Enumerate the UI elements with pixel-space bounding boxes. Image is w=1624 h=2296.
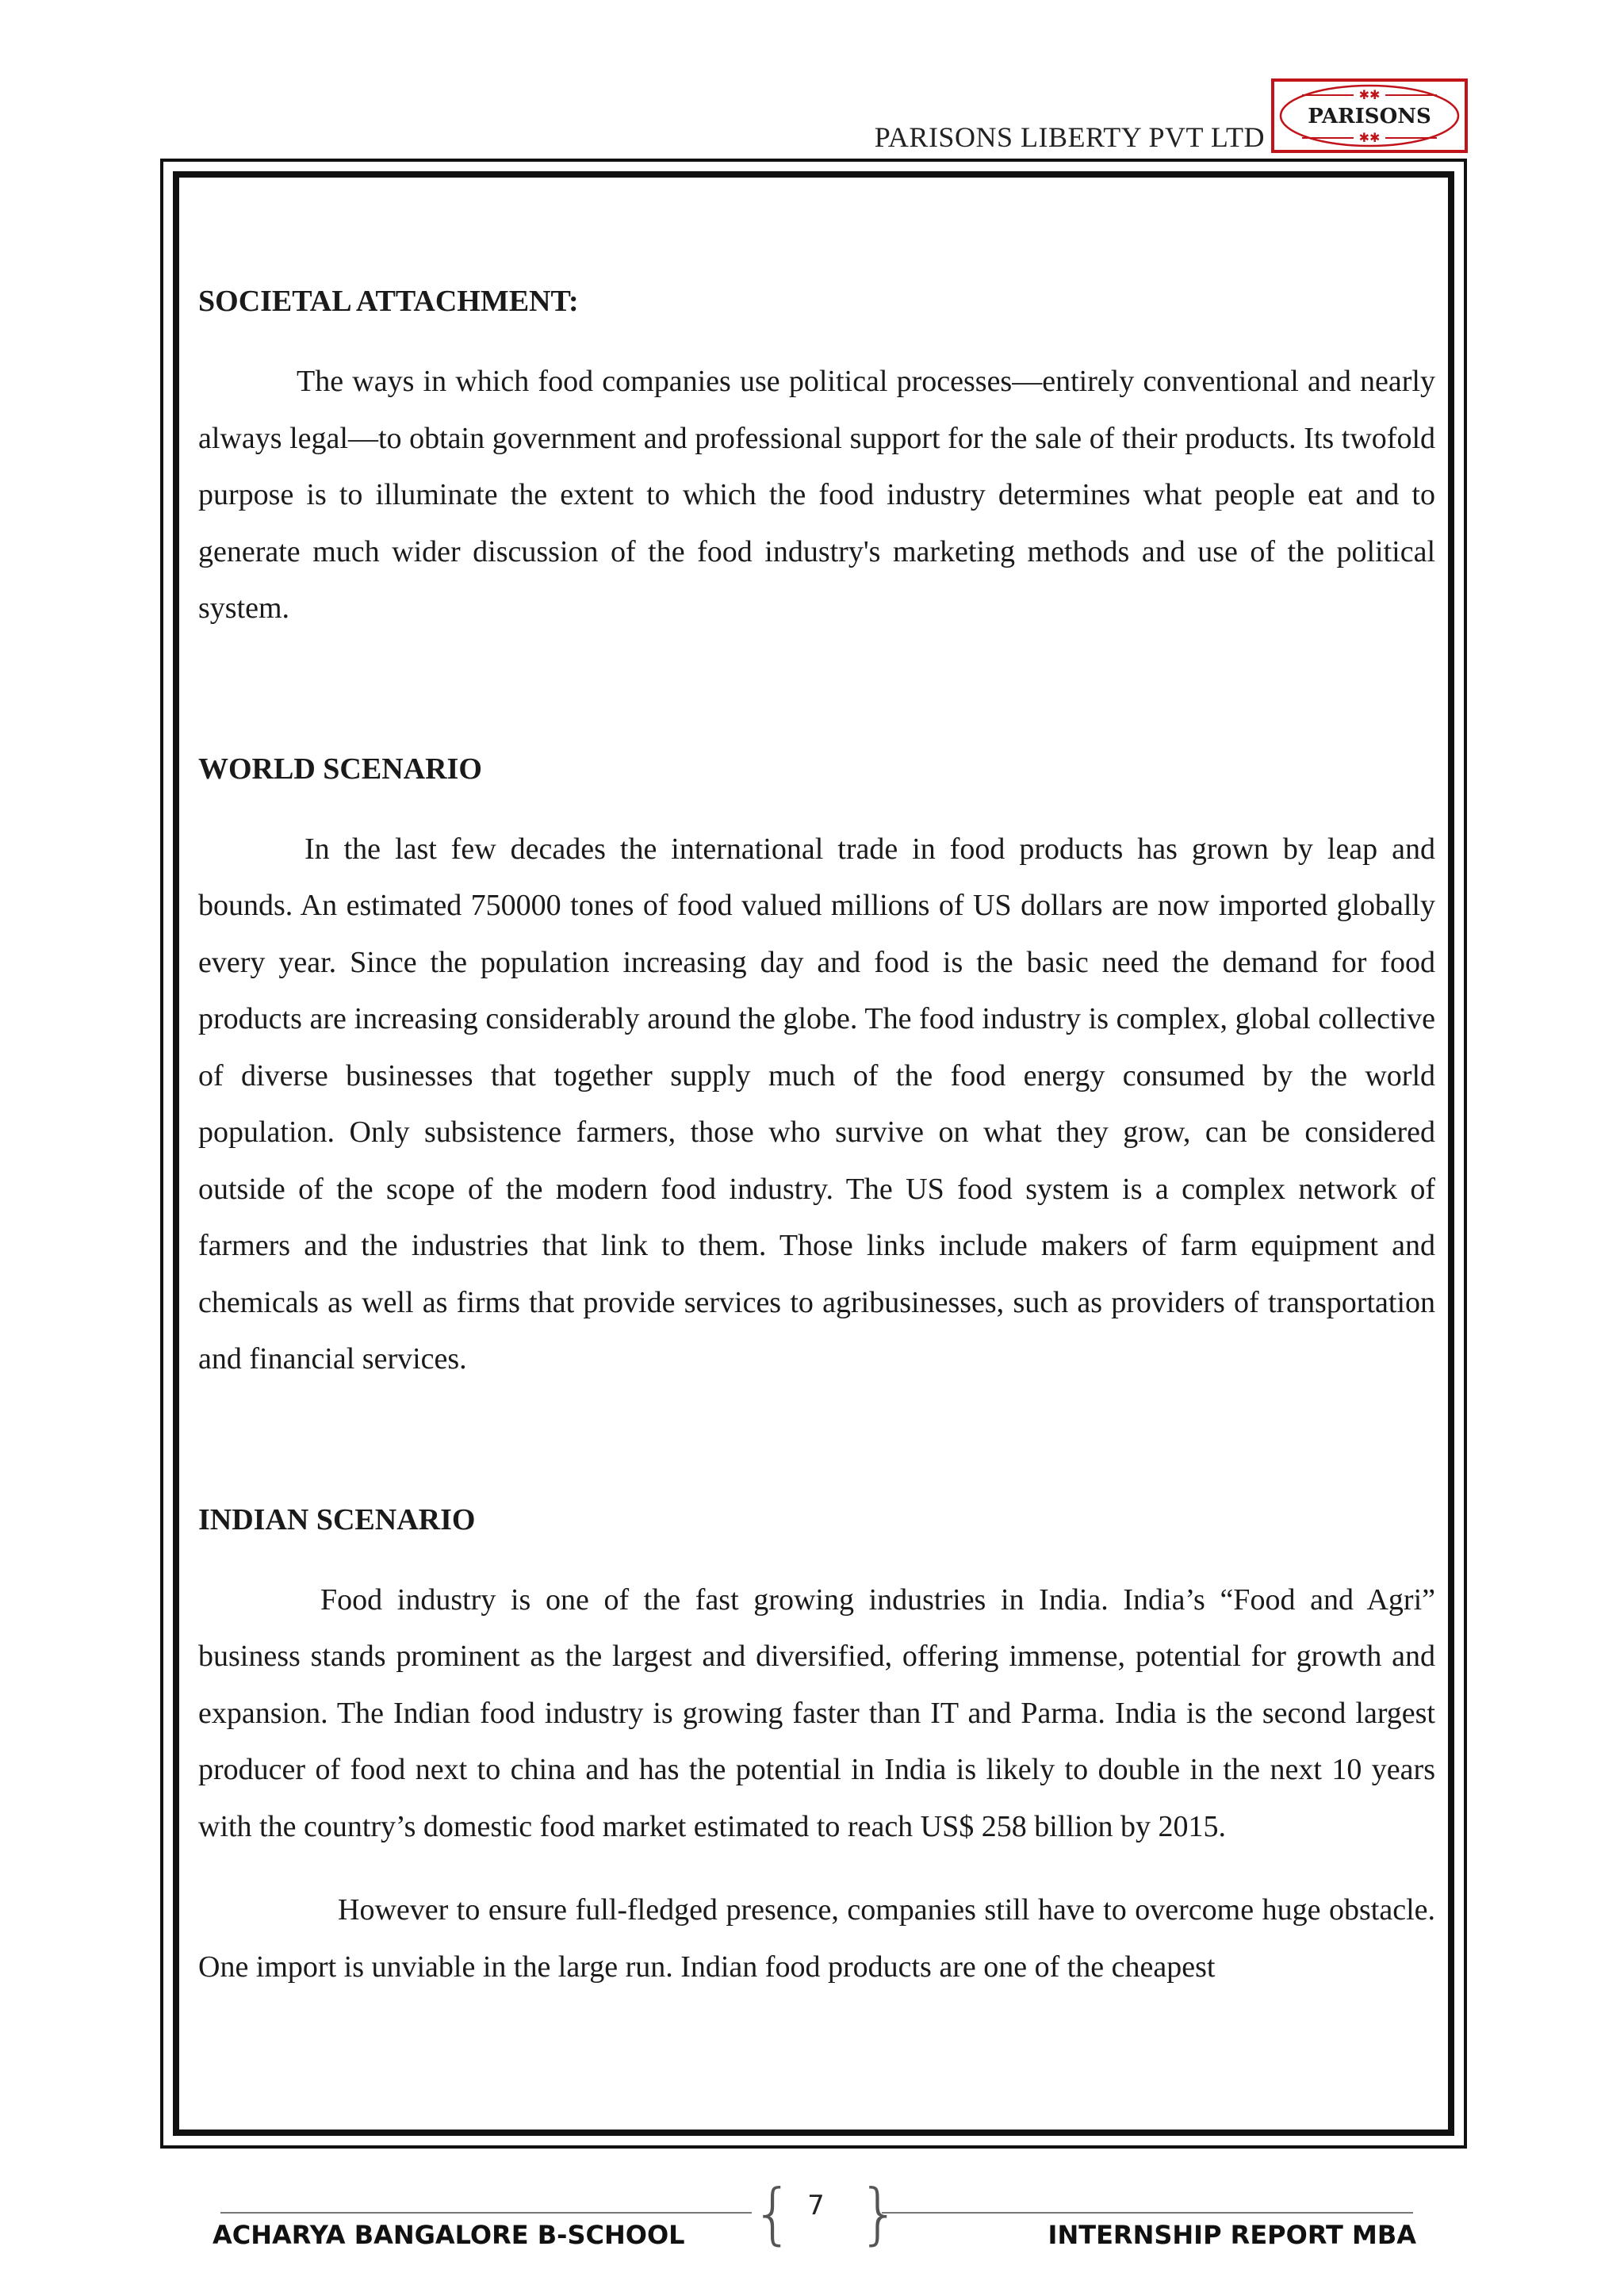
page-number: 7 <box>807 2190 825 2221</box>
heading-indian-scenario: INDIAN SCENARIO <box>198 1502 476 1536</box>
logo-text: PARISONS <box>1308 105 1431 128</box>
paragraph-indian-1: Food industry is one of the fast growing industries in India. India’s “Food and Agri” business stands prominent as the largest and diversified, offering immense, potential for growth and expansion. The Indian food industry is growing faster than IT and Parma. India is the second largest producer of food next to china and has the potential in India is likely to double in the next 10 years with the country’s domestic food market estimated to reach US$ 258 billion by 2015. <box>198 1582 1435 1843</box>
paragraph-societal: The ways in which food companies use political processes—entirely conventional and nearly always legal—to obtain government and professional support for the sale of their products. Its twofold purpose is to illuminate the extent to which the food industry determines what people eat and to generate much wider discussion of the food industry's marketing methods and use of the political system. <box>198 365 1435 625</box>
parisons-logo <box>1270 78 1469 154</box>
header-company-name: PARISONS LIBERTY PVT LTD <box>874 121 1265 153</box>
svg-text:✱✱: ✱✱ <box>1358 130 1381 145</box>
footer-report-title: INTERNSHIP REPORT MBA <box>1048 2220 1416 2250</box>
footer-rule-right <box>882 2212 1413 2214</box>
footer-school-name: ACHARYA BANGALORE B-SCHOOL <box>213 2220 685 2250</box>
paragraph-indian-2: However to ensure full-fledged presence, companies still have to overcome huge obstacle. One import is unviable in the large run. Indian food products are one of the cheapest <box>198 1893 1435 1984</box>
paragraph-world: In the last few decades the international trade in food products has grown by leap and bounds. An estimated 750000 tones of food valued millions of US dollars are now imported globally every year. Since the population increasing day and food is the basic need the demand for food products are increasing considerably around the globe. The food industry is complex, global collective of diverse businesses that together supply much of the food energy consumed by the world population. Only subsistence farmers, those who survive on what they grow, can be considered outside of the scope of the modern food industry. The US food system is a complex network of farmers and the industries that link to them. Those links include makers of farm equipment and chemicals as well as firms that provide services to agribusinesses, such as providers of transportation and financial services. <box>198 832 1435 1376</box>
svg-text:✱✱: ✱✱ <box>1358 87 1381 102</box>
footer-brace-left: { <box>752 2175 795 2252</box>
report-content <box>198 281 1435 1996</box>
footer-brace-right: } <box>858 2175 901 2252</box>
heading-societal-attachment: SOCIETAL ATTACHMENT: <box>198 285 579 318</box>
footer-rule-left <box>220 2212 752 2214</box>
heading-world-scenario: WORLD SCENARIO <box>198 752 482 786</box>
